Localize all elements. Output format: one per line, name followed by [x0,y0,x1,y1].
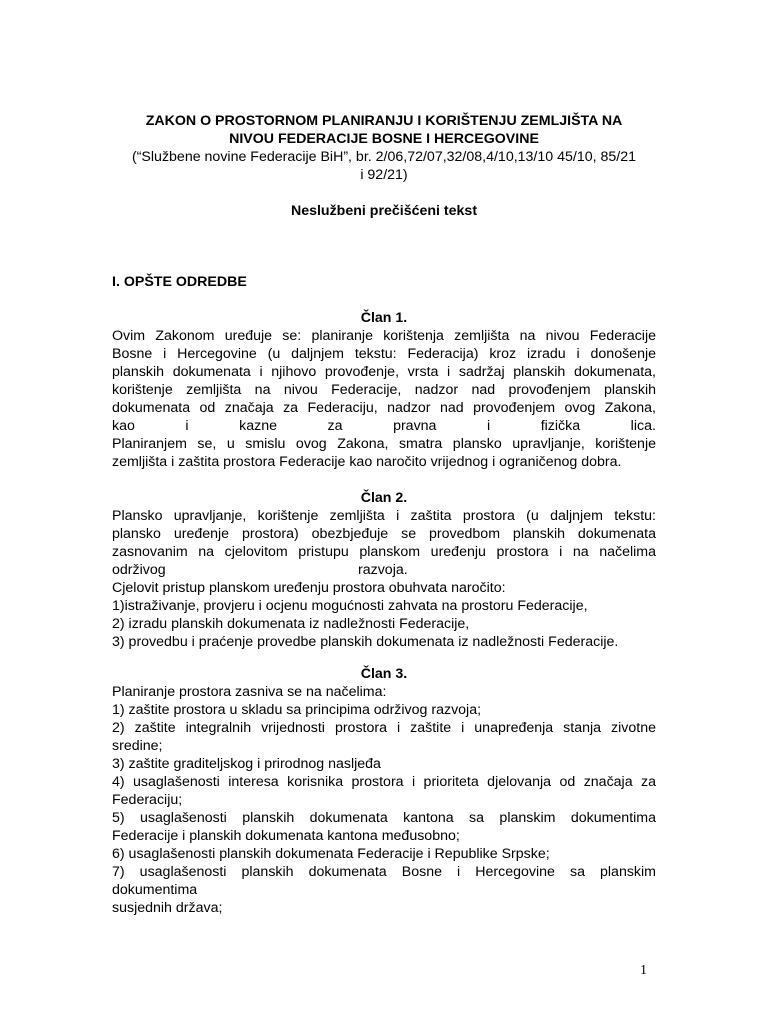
article-1-line: planskih dokumenata i njihovo provođenje, vrsta i sadržaj planskih dokumenata, [112,364,656,380]
section-title: I. OPŠTE ODREDBE [112,274,247,290]
article-2-line: Cjelovit pristup planskom uređenju prostora obuhvata naročito: [112,580,506,596]
article-1-line: Planiranjem se, u smislu ovog Zakona, smatra plansko upravljanje, korištenje [112,436,656,452]
article-2-heading: Član 2. [360,490,408,506]
spread-word: i [185,418,189,434]
law-title-line-2: NIVOU FEDERACIJE BOSNE I HERCEGOVINE [229,131,539,147]
article-3-line: 3) zaštite graditeljskog i prirodnog nasljeđa [112,756,381,772]
spread-word: lica. [630,418,656,434]
article-1-line: Bosne i Hercegovine (u daljnjem tekstu: Federacija) kroz izradu i donošenje [112,346,656,362]
article-2 [112,489,656,651]
article-2-line: Plansko upravljanje, korištenje zemljišta i zaštita prostora (u daljnjem tekstu: [112,508,656,524]
article-1 [112,309,656,471]
spread-word: i [487,418,491,434]
document-subtitle: Neslužbeni prečišćeni tekst [290,203,478,219]
page-number: 1 [640,963,647,978]
article-3-line: sredine; [112,738,163,754]
article-2-line: 2) izradu planskih dokumenata iz nadležnosti Federacije, [112,616,470,632]
spread-word: razvoja. [358,562,408,578]
article-3-line: Federacije i planskih dokumenata kantona međusobno; [112,828,460,844]
spread-word: pravna [393,418,437,434]
article-3-line: Planiranje prostora zasniva se na načelima: [112,684,387,700]
spread-word: održivog [112,562,166,578]
article-1-line: korištenje zemljišta na nivou Federacije, nadzor nad provođenjem planskih [112,382,656,398]
spread-word: za [327,418,343,434]
article-3-line: Federaciju; [112,792,183,808]
gazette-reference-line-1: (“Službene novine Federacije BiH”, br. 2/06,72/07,32/08,4/10,13/10 45/10, 85/21 [131,149,636,165]
spread-word: kao [112,418,135,434]
article-3-heading: Član 3. [360,666,408,682]
article-2-line: plansko uređenje prostora) obezbjeđuje se provedbom planskih dokumenata [112,526,656,542]
article-3-line: 7) usaglašenosti planskih dokumenata Bosne i Hercegovine sa planskim [112,864,656,880]
article-3-line: susjednih država; [112,900,223,916]
article-1-spread-line [112,417,656,435]
article-3-line: 1) zaštite prostora u skladu sa principima održivog razvoja; [112,702,482,718]
article-3 [112,665,656,917]
article-1-line: dokumenata od značaja za Federaciju, nadzor nad provođenjem ovog Zakona, [112,400,656,416]
article-2-line: 1)istraživanje, provjeru i ocjenu mogućnosti zahvata na prostoru Federacije, [112,598,588,614]
article-2-line: 3) provedbu i praćenje provedbe planskih dokumenata iz nadležnosti Federacije. [112,634,619,650]
document-header [112,112,656,184]
article-1-line: Ovim Zakonom uređuje se: planiranje korištenja zemljišta na nivou Federacije [112,328,656,344]
law-title-line-1: ZAKON O PROSTORNOM PLANIRANJU I KORIŠTENJU ZEMLJIŠTA NA [145,113,623,129]
spread-word: fizička [540,418,581,434]
article-1-line: zemljišta i zaštita prostora Federacije kao naročito vrijednog i ograničenog dobra. [112,454,622,470]
article-2-spread-line [112,561,656,579]
article-3-line: 6) usaglašenosti planskih dokumenata Federacije i Republike Srpske; [112,846,550,862]
article-3-line: 5) usaglašenosti planskih dokumenata kantona sa planskim dokumentima [112,810,656,826]
article-3-line: 4) usaglašenosti interesa korisnika prostora i prioriteta djelovanja od značaja za [112,774,656,790]
gazette-reference-line-2: i 92/21) [360,167,408,183]
article-3-line: dokumentima [112,882,198,898]
article-1-heading: Član 1. [360,310,408,326]
spread-word: kazne [239,418,277,434]
article-3-line: 2) zaštite integralnih vrijednosti prostora i zaštite i unapređenja stanja zivotne [112,720,656,736]
article-2-line: zasnovanim na cjelovitom pristupu planskom uređenju prostora i na načelima [112,544,656,560]
